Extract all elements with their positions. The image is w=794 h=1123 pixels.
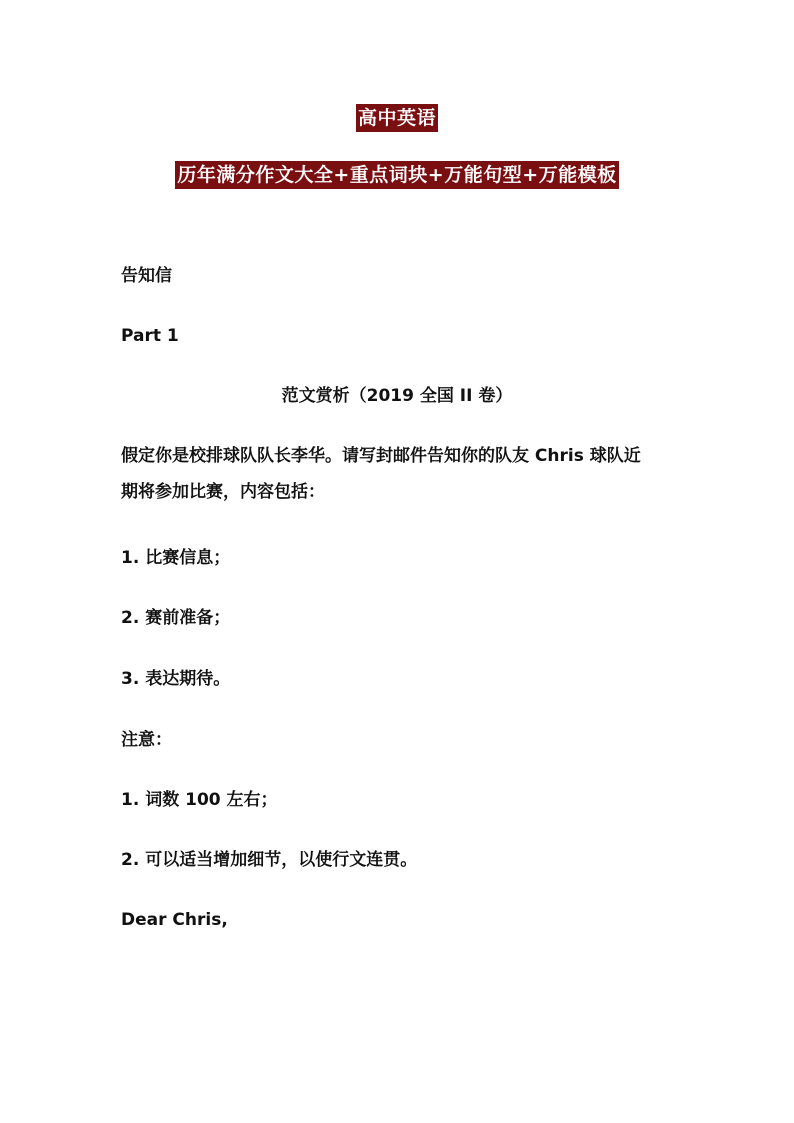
subtitle-banner [0,161,794,189]
content-item: 1. 比赛信息； [121,548,231,568]
letter-greeting: Dear Chris, [121,910,228,930]
prompt-line-1: 假定你是校排球队队长李华。请写封邮件告知你的队友 Chris 球队近 [121,446,641,466]
note-item: 2. 可以适当增加细节，以使行文连贯。 [121,850,418,870]
sample-title: 范文赏析（2019 全国 II 卷） [281,386,513,406]
notes-label: 注意： [121,730,172,750]
section-heading: 告知信 [121,266,172,286]
part-label: Part 1 [121,326,179,346]
document-subtitle: 历年满分作文大全+重点词块+万能句型+万能模板 [175,161,618,189]
note-item: 1. 词数 100 左右； [121,790,278,810]
document-title: 高中英语 [356,104,438,132]
title-banner [0,104,794,132]
prompt-line-2: 期将参加比赛，内容包括： [121,482,325,502]
prompt-paragraph [121,444,701,504]
content-item: 3. 表达期待。 [121,669,231,689]
content-item: 2. 赛前准备； [121,608,231,628]
